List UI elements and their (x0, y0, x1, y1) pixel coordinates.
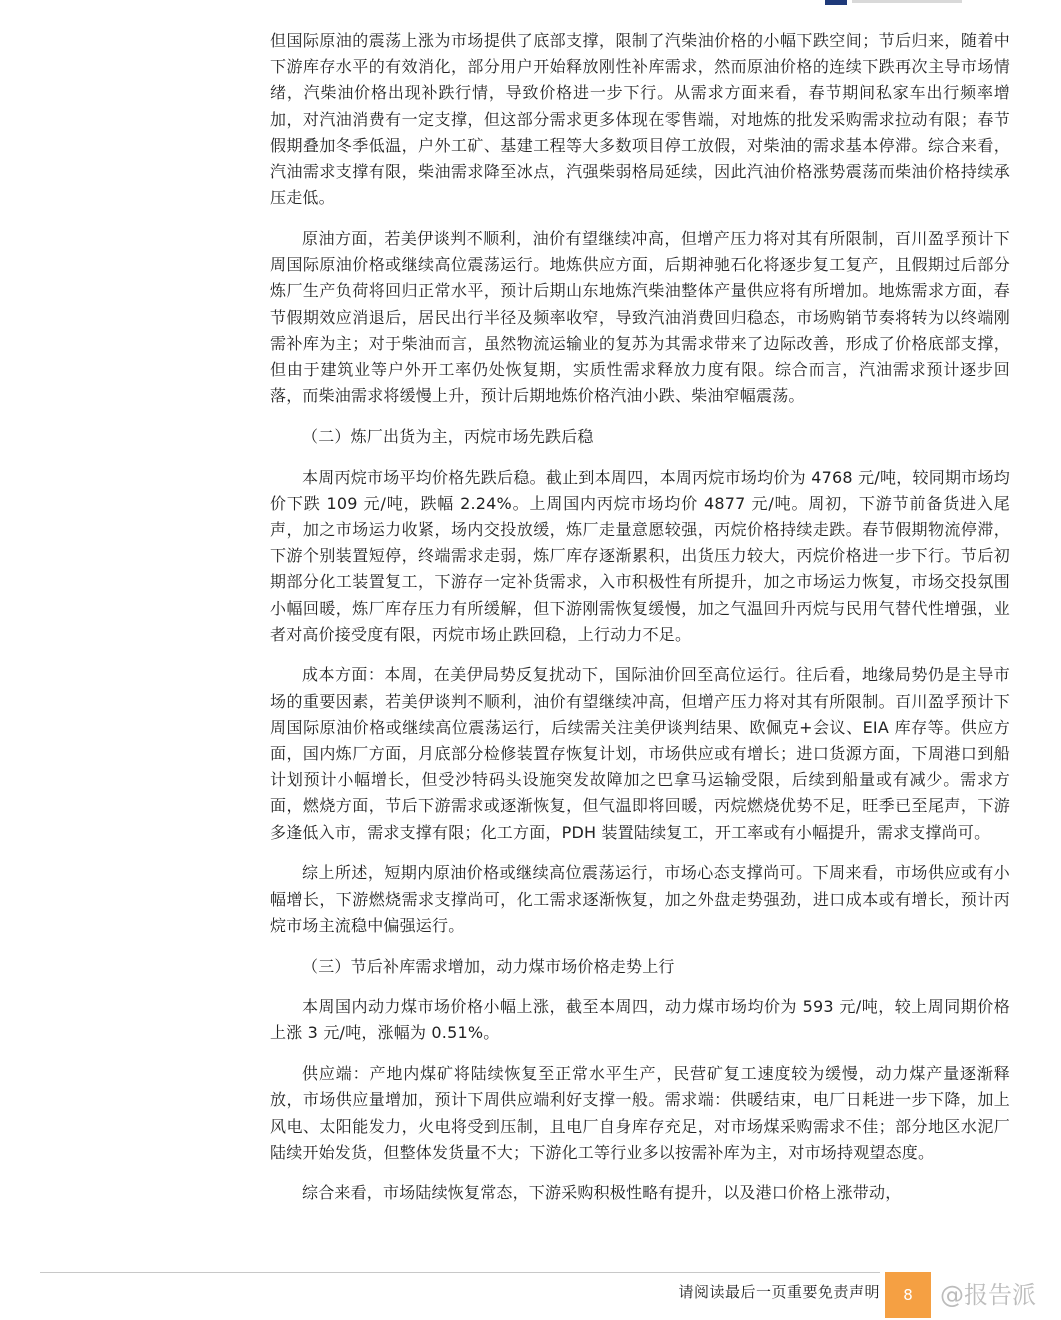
disclaimer-notice: 请阅读最后一页重要免责声明 (678, 1283, 880, 1301)
header-logo-text-line (852, 0, 962, 3)
page-number-badge: 8 (885, 1272, 931, 1318)
paragraph-gap (270, 648, 1010, 663)
paragraph-propane-market: 本周丙烷市场平均价格先跌后稳。截止到本周四，本周丙烷市场均价为 4768 元/吨，较同期市场均价下跌 109 元/吨，跌幅 2.24%。上周国内丙烷市场均价 4877 元/吨。周初，下游节前备货进入尾声，加之市场运力收紧，场内交投放缓，炼厂走量意愿较强，丙烷价格持续走跌。春节假期物流停滞，下游个别装置短停，终端需求走弱，炼厂库存逐渐累积，出货压力较大，丙烷价格进一步下行。节后初期部分化工装置复工，下游存一定补货需求，入市积极性有所提升，加之市场运力恢复，市场交投氛围小幅回暖，炼厂库存压力有所缓解，但下游刚需恢复缓慢，加之气温回升丙烷与民用气替代性增强，业者对高价接受度有限，丙烷市场止跌回稳，上行动力不足。 (270, 467, 1010, 644)
paragraph-gap (270, 211, 1010, 226)
paragraph-gap (270, 450, 1010, 465)
paragraph-gap (270, 1047, 1010, 1062)
paragraph-coal-supply-demand: 供应端：产地内煤矿将陆续恢复至正常水平生产，民营矿复工速度较为缓慢，动力煤产量逐渐释放，市场供应量增加，预计下周供应端利好支撑一般。需求端：供暖结束，电厂日耗进一步下降，加上风电、太阳能发力，火电将受到压制，且电厂自身库存充足，对市场煤采购需求不佳；部分地区水泥厂陆续开始发货，但整体发货量不大；下游化工等行业多以按需补库为主，对市场持观望态度。 (270, 1064, 1010, 1162)
paragraph-gap (270, 939, 1010, 954)
document-body (270, 28, 1010, 1207)
paragraph-gap (270, 846, 1010, 861)
watermark-logo: @报告派 (940, 1281, 1036, 1309)
page-footer (0, 1270, 1061, 1320)
paragraph-crude-oil-outlook: 原油方面，若美伊谈判不顺利，油价有望继续冲高，但增产压力将对其有所限制，百川盈孚预计下周国际原油价格或继续高位震荡运行。地炼供应方面，后期神驰石化将逐步复工复产，且假期过后部分炼厂生产负荷将回归正常水平，预计后期山东地炼汽柴油整体产量供应将有所增加。地炼需求方面，春节假期效应消退后，居民出行半径及频率收窄，导致汽油消费回归稳态，市场购销节奏将转为以终端刚需补库为主；对于柴油而言，虽然物流运输业的复苏为其需求带来了边际改善，形成了价格底部支撑，但由于建筑业等户外开工率仍处恢复期，实质性需求释放力度有限。综合而言，汽油需求预计逐步回落，而柴油需求将缓慢上升，预计后期地炼价格汽油小跌、柴油窄幅震荡。 (270, 228, 1010, 406)
paragraph-coal-summary: 综合来看，市场陆续恢复常态，下游采购积极性略有提升，以及港口价格上涨带动， (302, 1183, 902, 1203)
section-heading-thermal-coal: （三）节后补库需求增加，动力煤市场价格走势上行 (302, 956, 675, 976)
header-logo-mark (825, 0, 847, 5)
paragraph-propane-cost: 成本方面：本周，在美伊局势反复扰动下，国际油价回至高位运行。往后看，地缘局势仍是主导市场的重要因素，若美伊谈判不顺利，油价有望继续冲高，但增产压力将对其有所限制。百川盈孚预计下周国际原油价格或继续高位震荡运行，后续需关注美伊谈判结果、欧佩克+会议、EIA 库存等。供应方面，国内炼厂方面，月底部分检修装置存恢复计划，市场供应或有增长；进口货源方面，下周港口到船计划预计小幅增长，但受沙特码头设施突发故障加之巴拿马运输受限，后续到船量或有减少。需求方面，燃烧方面，节后下游需求或逐渐恢复，但气温即将回暖，丙烷燃烧优势不足，旺季已至尾声，下游多逢低入市，需求支撑有限；化工方面，PDH 装置陆续复工，开工率或有小幅提升，需求支撑尚可。 (270, 665, 1010, 842)
paragraph-coal-price: 本周国内动力煤市场价格小幅上涨，截至本周四，动力煤市场均价为 593 元/吨，较上周同期价格上涨 3 元/吨，涨幅为 0.51%。 (270, 997, 1010, 1043)
footer-divider (40, 1272, 880, 1273)
paragraph-gap (270, 409, 1010, 424)
header-strip (0, 0, 1061, 10)
paragraph-oil-price-review: 但国际原油的震荡上涨为市场提供了底部支撑，限制了汽柴油价格的小幅下跌空间；节后归来，随着中下游库存水平的有效消化，部分用户开始释放刚性补库需求，然而原油价格的连续下跌再次主导市场情绪，汽柴油价格出现补跌行情，导致价格进一步下行。从需求方面来看，春节期间私家车出行频率增加，对汽油消费有一定支撑，但这部分需求更多体现在零售端，对地炼的批发采购需求拉动有限；春节假期叠加冬季低温，户外工矿、基建工程等大多数项目停工放假，对柴油的需求基本停滞。综合来看，汽油需求支撑有限，柴油需求降至冰点，汽强柴弱格局延续，因此汽油价格涨势震荡而柴油价格持续承压走低。 (270, 31, 1010, 208)
paragraph-gap (270, 980, 1010, 995)
paragraph-propane-summary: 综上所述，短期内原油价格或继续高位震荡运行，市场心态支撑尚可。下周来看，市场供应或有小幅增长，下游燃烧需求支撑尚可，化工需求逐渐恢复，加之外盘走势强劲，进口成本或有增长，预计丙烷市场主流稳中偏强运行。 (270, 863, 1010, 935)
paragraph-gap (270, 1166, 1010, 1181)
section-heading-propane: （二）炼厂出货为主，丙烷市场先跌后稳 (302, 426, 594, 446)
